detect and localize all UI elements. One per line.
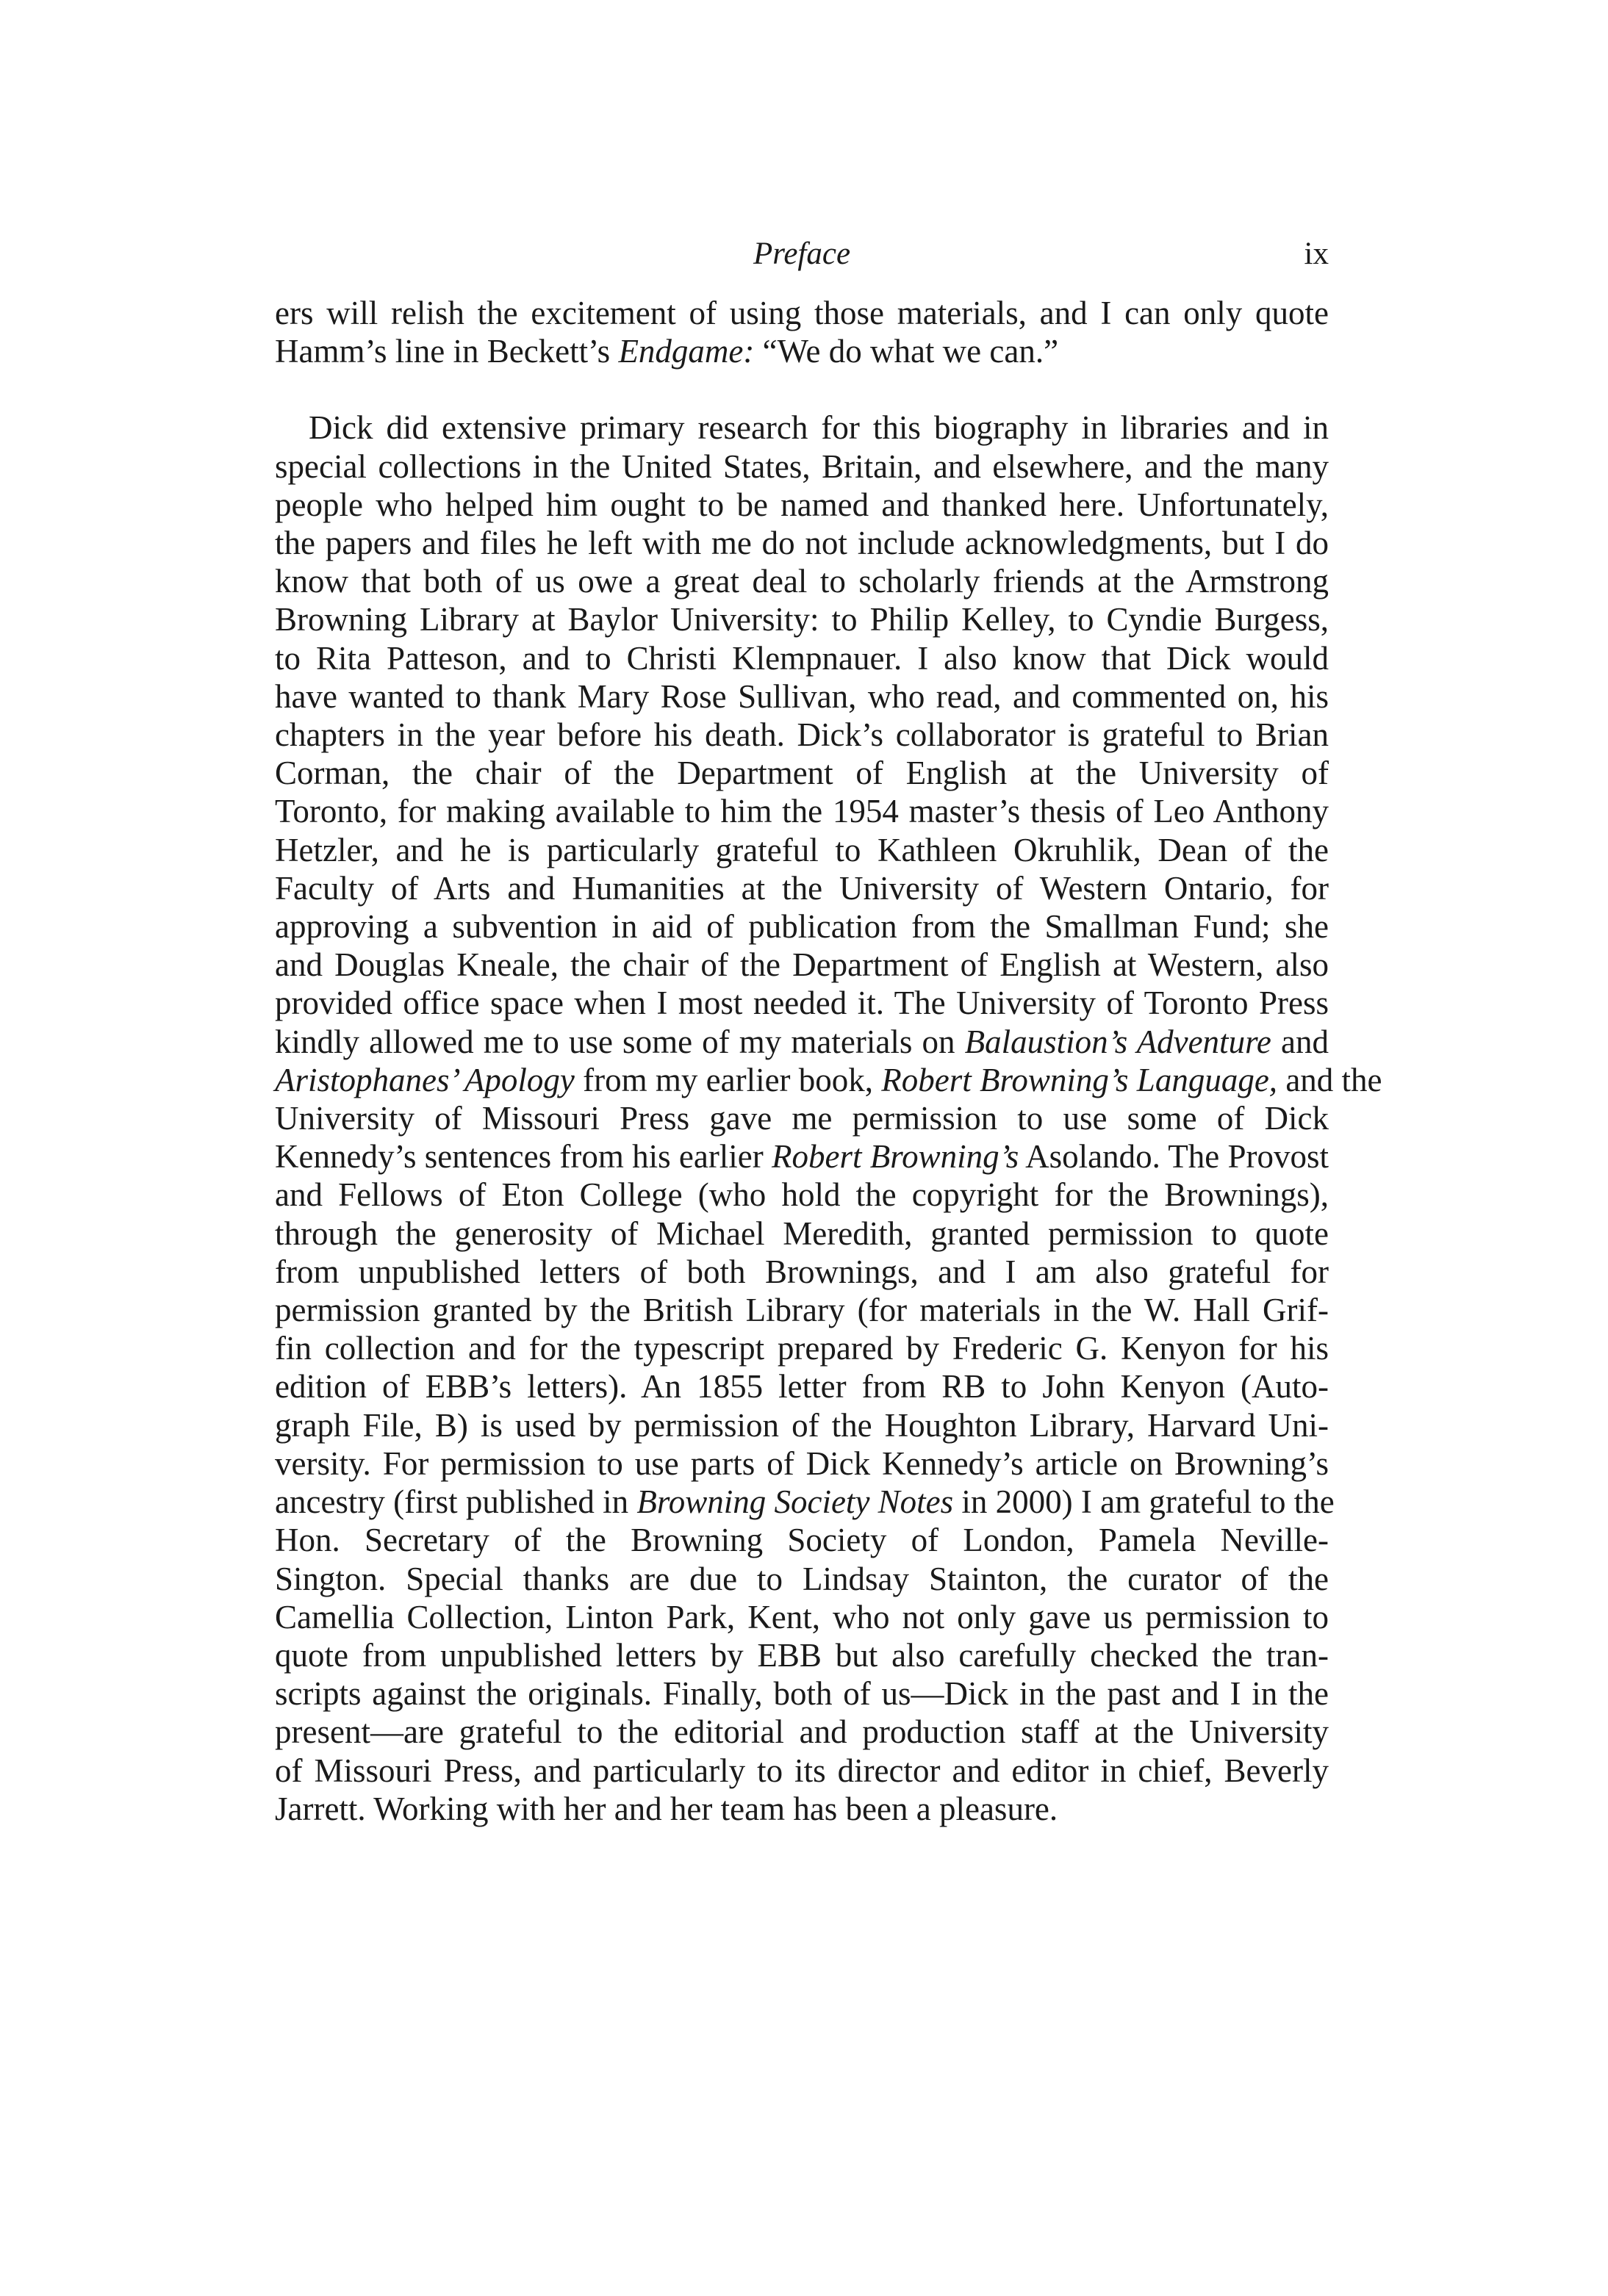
text-run: Asolando. The Provost xyxy=(1019,1138,1329,1176)
text-line: to Rita Patteson, and to Christi Klempnauer. I also know that Dick would xyxy=(275,639,1329,677)
text-line: Dick did extensive primary research for this biography in libraries and in xyxy=(309,409,1329,447)
text-line: from unpublished letters of both Brownings, and I am also grateful for xyxy=(275,1253,1329,1290)
title-society-notes: Browning Society Notes xyxy=(636,1483,954,1521)
page-number: ix xyxy=(1304,237,1329,271)
text-run: in 2000) I am grateful to the xyxy=(953,1483,1335,1521)
text-line: fin collection and for the typescript prepared by Frederic G. Kenyon for his xyxy=(275,1330,1329,1367)
text-line: Camellia Collection, Linton Park, Kent, who not only gave us permission to xyxy=(275,1598,1329,1635)
text-line: permission granted by the British Library (for materials in the W. Hall Grif- xyxy=(275,1292,1329,1329)
text-line: Toronto, for making available to him the 1954 master’s thesis of Leo Anthony xyxy=(275,793,1329,830)
text-line: graph File, B) is used by permission of the Houghton Library, Harvard Uni- xyxy=(275,1406,1329,1444)
title-browning-language: Robert Browning’s Language, xyxy=(881,1061,1278,1098)
text-line: provided office space when I most needed it. The University of Toronto Press xyxy=(275,985,1329,1022)
text-line: chapters in the year before his death. Dick’s collaborator is grateful to Brian xyxy=(275,716,1329,754)
text-run: and the xyxy=(1277,1061,1382,1098)
text-line xyxy=(275,1483,1335,1521)
page-header xyxy=(275,234,1329,275)
text-line: Faculty of Arts and Humanities at the University of Western Ontario, for xyxy=(275,869,1329,907)
preface-body xyxy=(275,294,1382,1828)
text-line: Sington. Special thanks are due to Lindsay Stainton, the curator of the xyxy=(275,1560,1329,1597)
text-line: and Fellows of Eton College (who hold the copyright for the Brownings), xyxy=(275,1176,1329,1214)
text-line: Browning Library at Baylor University: to Philip Kelley, to Cyndie Burgess, xyxy=(275,601,1329,638)
text-line: Hetzler, and he is particularly grateful to Kathleen Okruhlik, Dean of the xyxy=(275,831,1329,868)
text-line: versity. For permission to use parts of Dick Kennedy’s article on Browning’s xyxy=(275,1444,1329,1482)
text-run: “We do what we can.” xyxy=(754,333,1059,370)
text-run: from my earlier book, xyxy=(574,1061,882,1098)
title-browning-asolando: Robert Browning’s xyxy=(772,1138,1019,1176)
text-line: scripts against the originals. Finally, both of us—Dick in the past and I in the xyxy=(275,1675,1329,1713)
text-line: special collections in the United States, Britain, and elsewhere, and the many xyxy=(275,447,1329,485)
text-line: University of Missouri Press gave me permission to use some of Dick xyxy=(275,1100,1329,1137)
text-line: Corman, the chair of the Department of English at the University of xyxy=(275,755,1329,792)
paragraph-gap xyxy=(275,370,1329,409)
text-run: ancestry (first published in xyxy=(275,1483,637,1521)
running-title: Preface xyxy=(753,237,851,271)
text-line: of Missouri Press, and particularly to its director and editor in chief, Beverly xyxy=(275,1752,1329,1789)
text-line: quote from unpublished letters by EBB but also carefully checked the tran- xyxy=(275,1636,1329,1674)
text-line xyxy=(275,1137,1329,1176)
text-line xyxy=(275,1061,1382,1099)
text-line: ers will relish the excitement of using those materials, and I can only quote xyxy=(275,295,1329,331)
text-line: Hon. Secretary of the Browning Society of London, Pamela Neville- xyxy=(275,1522,1329,1559)
text-line: have wanted to thank Mary Rose Sullivan, who read, and commented on, his xyxy=(275,677,1329,715)
title-balaustion: Balaustion’s Adventure xyxy=(964,1023,1271,1060)
text-line xyxy=(275,332,1329,370)
text-line: and Douglas Kneale, the chair of the Department of English at Western, also xyxy=(275,946,1329,984)
text-run: and xyxy=(1271,1023,1329,1060)
title-endgame: Endgame: xyxy=(618,333,755,370)
text-run: kindly allowed me to use some of my materials on xyxy=(275,1023,965,1060)
text-line: edition of EBB’s letters). An 1855 letter from RB to John Kenyon (Auto- xyxy=(275,1368,1329,1406)
text-line: the papers and files he left with me do not include acknowledgments, but I do xyxy=(275,525,1329,562)
text-run: Hamm’s line in Beckett’s xyxy=(275,333,619,370)
text-line xyxy=(275,1023,1329,1061)
text-line: people who helped him ought to be named and thanked here. Unfortunately, xyxy=(275,486,1329,523)
text-run: Kennedy’s sentences from his earlier xyxy=(275,1138,772,1176)
paragraph-continued xyxy=(275,294,1329,370)
text-line: present—are grateful to the editorial and production staff at the University xyxy=(275,1713,1329,1751)
text-line: approving a subvention in aid of publication from the Smallman Fund; she xyxy=(275,908,1329,946)
title-aristophanes: Aristophanes’ Apology xyxy=(275,1061,575,1098)
text-line: know that both of us owe a great deal to scholarly friends at the Armstrong xyxy=(275,563,1329,600)
text-line: through the generosity of Michael Meredith, granted permission to quote xyxy=(275,1214,1329,1252)
paragraph-acknowledgments xyxy=(275,409,1382,1828)
text-line: Jarrett. Working with her and her team has been a pleasure. xyxy=(275,1790,1058,1827)
